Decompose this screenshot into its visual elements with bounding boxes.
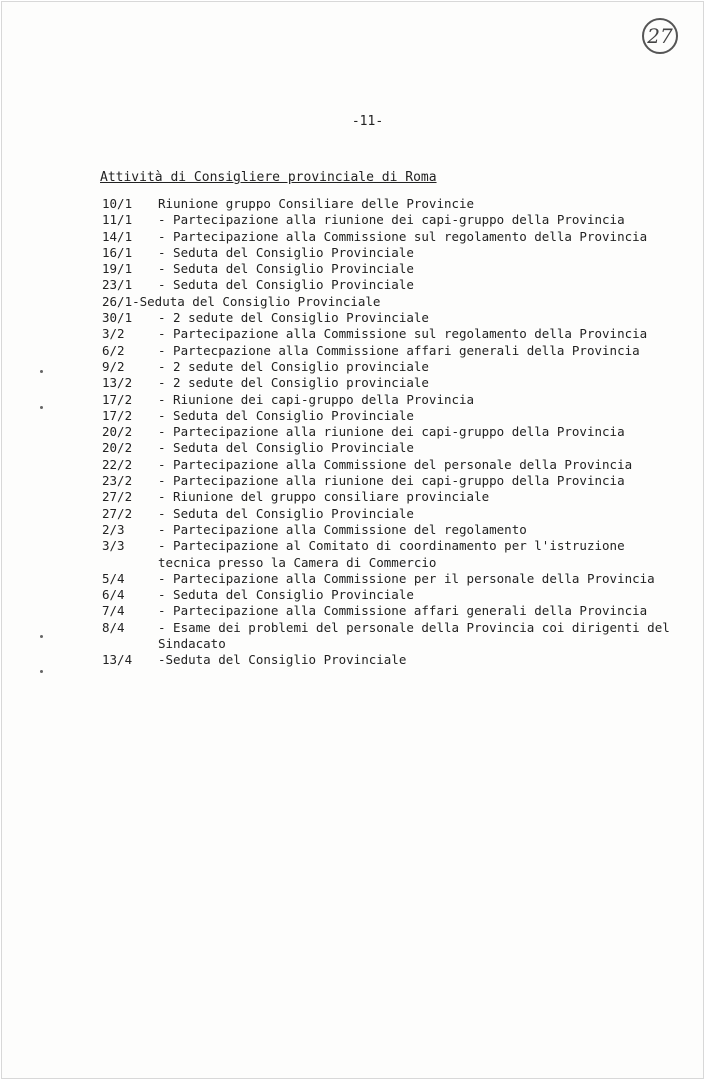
entry-row	[102, 408, 673, 424]
page-title: Attività di Consigliere provinciale di Roma	[100, 170, 437, 185]
entry-date: 6/4	[102, 587, 125, 603]
entry-row	[102, 457, 673, 473]
document-page	[1, 1, 704, 1079]
entry-date: 13/4	[102, 652, 133, 668]
entry-row	[102, 245, 673, 261]
entry-text: - Partecipazione alla Commissione sul regolamento della Provincia	[158, 228, 648, 244]
entry-row	[102, 375, 673, 391]
entry-date: 9/2	[102, 358, 125, 374]
entry-date: 2/3	[102, 521, 125, 537]
entry-text: - Seduta del Consiglio Provinciale	[158, 587, 414, 603]
entry-text: - Seduta del Consiglio Provinciale	[158, 505, 414, 521]
entry-row	[102, 359, 673, 375]
entry-row	[102, 652, 673, 668]
entry-row	[102, 506, 673, 522]
entry-row	[102, 424, 673, 440]
entry-row	[102, 310, 673, 326]
entry-text: - Seduta del Consiglio Provinciale	[158, 440, 414, 456]
entry-row	[102, 489, 673, 505]
entry-text: - Seduta del Consiglio Provinciale	[158, 407, 414, 423]
entry-text: - Seduta del Consiglio Provinciale	[158, 244, 414, 260]
entry-text: - Partecipazione alla Commissione del regolamento	[158, 521, 527, 537]
entry-date: 27/2	[102, 489, 133, 505]
page-number: -11-	[351, 114, 384, 129]
entry-text: - Partecipazione alla Commissione sul regolamento della Provincia	[158, 326, 648, 342]
entry-row	[102, 440, 673, 456]
entry-row	[102, 603, 673, 619]
entry-date: 5/4	[102, 570, 125, 586]
entry-row	[102, 522, 673, 538]
entry-date: 27/2	[102, 505, 133, 521]
entry-date: 20/2	[102, 440, 133, 456]
entry-text: - Seduta del Consiglio Provinciale	[158, 277, 414, 293]
entry-row	[102, 343, 673, 359]
entry-row	[102, 261, 673, 277]
entry-date: 20/2	[102, 424, 133, 440]
entry-text: - Partecipazione alla riunione dei capi-gruppo della Provincia	[158, 212, 625, 228]
entry-row	[102, 294, 673, 310]
entry-date: 8/4	[102, 619, 125, 635]
margin-dot	[40, 370, 43, 373]
entry-date: 23/2	[102, 473, 133, 489]
entry-row	[102, 277, 673, 293]
entry-row	[102, 538, 673, 571]
entry-text: - Partecipazione alla Commissione per il personale della Provincia	[158, 570, 655, 586]
entry-text: - Esame dei problemi del personale della Provincia coi dirigenti del Sindacato	[158, 619, 670, 652]
entry-row	[102, 326, 673, 342]
entry-text: Riunione gruppo Consiliare delle Provincie	[158, 196, 475, 211]
entry-text: - Riunione del gruppo consiliare provinciale	[158, 489, 490, 505]
entry-text: - Partecipazione alla riunione dei capi-gruppo della Provincia	[158, 473, 625, 489]
entry-text: -Seduta del Consiglio Provinciale	[158, 652, 407, 668]
entry-date: 22/2	[102, 456, 133, 472]
entry-text: - Partecipazione alla Commissione affari generali della Provincia	[158, 603, 648, 619]
entry-row	[102, 229, 673, 245]
entry-date: 17/2	[102, 407, 133, 423]
entry-text: - Partecipazione al Comitato di coordinamento per l'istruzione tecnica presso la Camera di Commercio	[158, 538, 625, 570]
entry-list	[102, 196, 673, 669]
entry-date: 3/3	[102, 538, 125, 554]
entry-text: - Partecipazione alla Commissione del personale della Provincia	[158, 456, 633, 472]
entry-date: 14/1	[102, 228, 133, 244]
entry-row	[102, 212, 673, 228]
entry-text: - Partecipazione alla riunione dei capi-gruppo della Provincia	[158, 424, 625, 440]
entry-date: 23/1	[102, 277, 133, 293]
margin-dot	[40, 635, 43, 638]
entry-row	[102, 392, 673, 408]
entry-date: 7/4	[102, 603, 125, 619]
margin-dot	[40, 670, 43, 673]
page-stamp: 27	[642, 18, 678, 54]
entry-date: 19/1	[102, 261, 133, 277]
entry-date: 16/1	[102, 244, 133, 260]
entry-row	[102, 587, 673, 603]
entry-date: 6/2	[102, 342, 125, 358]
entry-text: - 2 sedute del Consiglio provinciale	[158, 358, 429, 374]
entry-text: - Partecpazione alla Commissione affari generali della Provincia	[158, 342, 640, 358]
entry-date: 11/1	[102, 212, 133, 228]
entry-date: 26/1-Seduta del Consiglio Provinciale	[102, 293, 381, 309]
entry-date: 30/1	[102, 310, 133, 326]
entry-text: - Seduta del Consiglio Provinciale	[158, 261, 414, 277]
entry-date: 10/1	[102, 196, 133, 211]
margin-dot	[40, 406, 43, 409]
entry-date: 17/2	[102, 391, 133, 407]
entry-row	[102, 571, 673, 587]
entry-row	[102, 473, 673, 489]
entry-text	[158, 294, 673, 310]
entry-row	[102, 196, 673, 212]
entry-text: - 2 sedute del Consiglio Provinciale	[158, 310, 429, 326]
entry-date: 3/2	[102, 326, 125, 342]
entry-date: 13/2	[102, 375, 133, 391]
entry-text: - 2 sedute del Consiglio provinciale	[158, 375, 429, 391]
entry-row	[102, 620, 673, 653]
entry-text: - Riunione dei capi-gruppo della Provincia	[158, 391, 475, 407]
